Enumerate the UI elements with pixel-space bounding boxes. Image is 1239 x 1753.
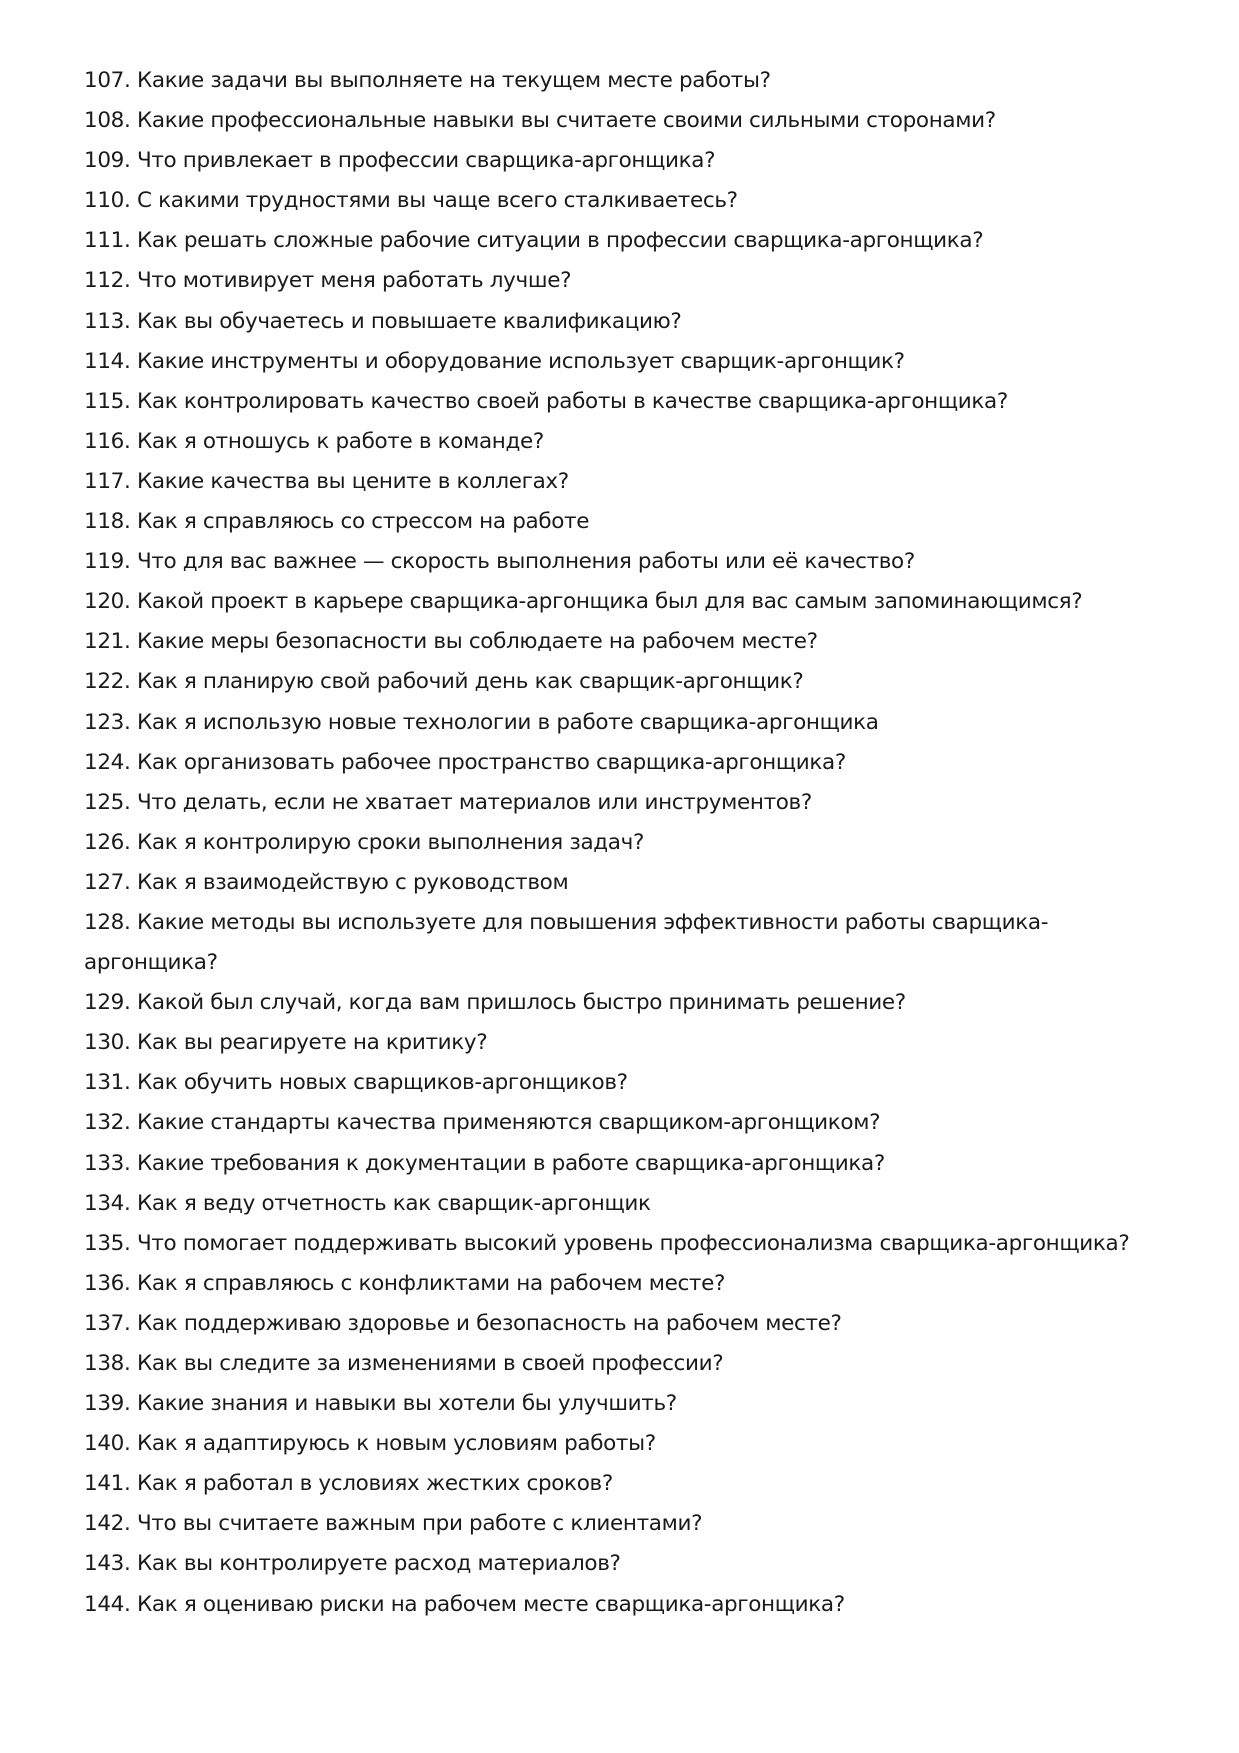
- list-item: 131. Как обучить новых сварщиков-аргонщиков?: [84, 1070, 628, 1096]
- list-item: 141. Как я работал в условиях жестких сроков?: [84, 1471, 613, 1497]
- list-item: 143. Как вы контролируете расход материалов?: [84, 1551, 621, 1577]
- list-item: 118. Как я справляюсь со стрессом на работе: [84, 509, 590, 535]
- list-item: 126. Как я контролирую сроки выполнения задач?: [84, 829, 645, 855]
- list-item: 133. Какие требования к документации в работе сварщика-аргонщика?: [84, 1150, 885, 1176]
- list-item: 108. Какие профессиональные навыки вы считаете своими сильными сторонами?: [84, 108, 996, 134]
- list-item: 129. Какой был случай, когда вам пришлось быстро принимать решение?: [84, 990, 906, 1016]
- list-item: 107. Какие задачи вы выполняете на текущем месте работы?: [84, 68, 771, 93]
- list-item: 115. Как контролировать качество своей работы в качестве сварщика-аргонщика?: [84, 388, 1008, 414]
- list-item: 125. Что делать, если не хватает материалов или инструментов?: [84, 789, 812, 815]
- list-item: 142. Что вы считаете важным при работе с клиентами?: [84, 1511, 703, 1537]
- list-item: 112. Что мотивирует меня работать лучше?: [84, 268, 572, 294]
- question-list: [84, 61, 1164, 1625]
- list-item: 114. Какие инструменты и оборудование использует сварщик-аргонщик?: [84, 348, 905, 374]
- list-item: 109. Что привлекает в профессии сварщика-аргонщика?: [84, 148, 716, 174]
- list-item: 144. Как я оцениваю риски на рабочем месте сварщика-аргонщика?: [84, 1591, 845, 1617]
- list-item: 120. Какой проект в карьере сварщика-аргонщика был для вас самым запоминающимся?: [84, 589, 1083, 615]
- list-item: 137. Как поддерживаю здоровье и безопасность на рабочем месте?: [84, 1310, 842, 1336]
- list-item: 123. Как я использую новые технологии в работе сварщика-аргонщика: [84, 709, 879, 735]
- list-item: 132. Какие стандарты качества применяются сварщиком-аргонщиком?: [84, 1110, 881, 1136]
- list-item: 128. Какие методы вы используете для повышения эффективности работы сварщика-аргонщика?: [84, 909, 1049, 976]
- list-item: 136. Как я справляюсь с конфликтами на рабочем месте?: [84, 1270, 726, 1296]
- list-item: 122. Как я планирую свой рабочий день как сварщик-аргонщик?: [84, 669, 804, 695]
- list-item: 130. Как вы реагируете на критику?: [84, 1030, 488, 1056]
- list-item: 138. Как вы следите за изменениями в своей профессии?: [84, 1351, 724, 1376]
- list-item: 116. Как я отношусь к работе в команде?: [84, 428, 544, 454]
- list-item: 121. Какие меры безопасности вы соблюдаете на рабочем месте?: [84, 629, 818, 655]
- list-item: 124. Как организовать рабочее пространство сварщика-аргонщика?: [84, 749, 846, 775]
- list-item: 117. Какие качества вы цените в коллегах?: [84, 468, 569, 494]
- list-item: 134. Как я веду отчетность как сварщик-аргонщик: [84, 1190, 651, 1216]
- list-item: 135. Что помогает поддерживать высокий уровень профессионализма сварщика-аргонщика?: [84, 1230, 1130, 1256]
- list-item: 127. Как я взаимодействую с руководством: [84, 869, 569, 895]
- list-item: 110. С какими трудностями вы чаще всего сталкиваетесь?: [84, 188, 738, 214]
- list-item: 111. Как решать сложные рабочие ситуации в профессии сварщика-аргонщика?: [84, 228, 984, 254]
- list-item: 139. Какие знания и навыки вы хотели бы улучшить?: [84, 1391, 677, 1417]
- list-item: 119. Что для вас важнее — скорость выполнения работы или её качество?: [84, 549, 915, 575]
- list-item: 140. Как я адаптируюсь к новым условиям работы?: [84, 1431, 656, 1457]
- list-item: 113. Как вы обучаетесь и повышаете квалификацию?: [84, 308, 682, 334]
